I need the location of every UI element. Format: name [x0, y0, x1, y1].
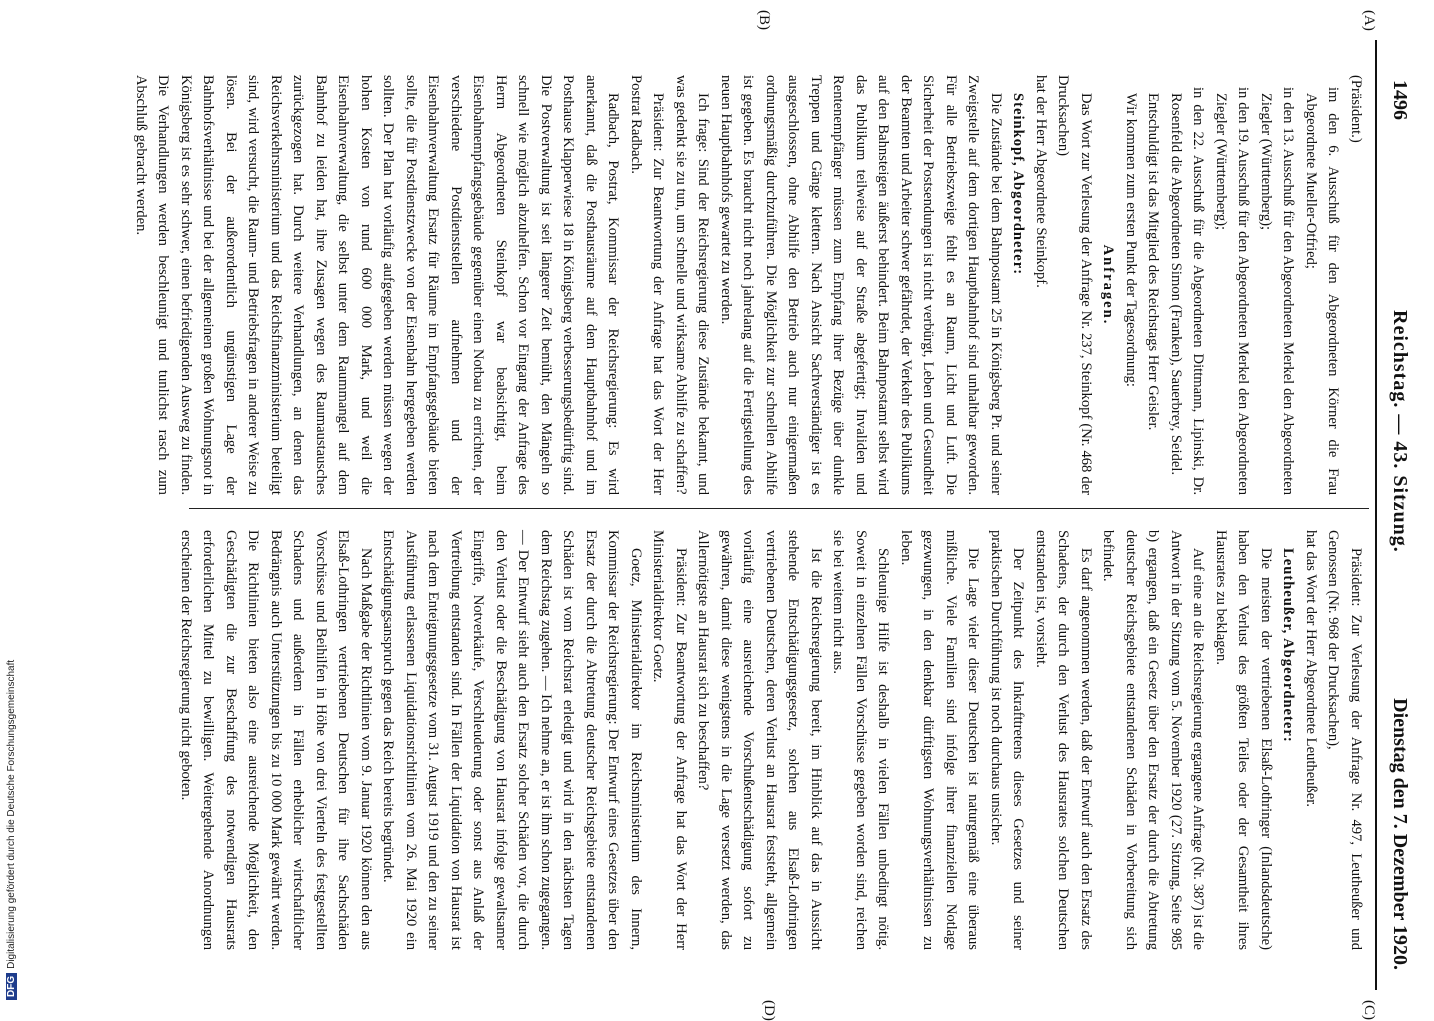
paragraph: in den 13. Ausschuß für den Abgeordneten Merkel den Abgeordneten Ziegler (Württemberg);	[1258, 87, 1297, 495]
paragraph: Nach Maßgabe der Richtlinien vom 9. Januar 1920 können den aus Elsaß-Lothringen vertriebenen Deutschen für ihre Sachschäden Vorschüsse und Beihilfen in Höhe von drei Vierteln des festgestellten Schadens und außerdem in Fällen erheblicher wirtschaftlicher Bedrängnis auch Unterstützungen bis zu 10 000 Mark gewährt werden. Die Richtlinien bieten also eine ausreichende Möglichkeit, den Geschädigten die zur Beschaffung des notwendigen Hausrats erforderlichen Mittel zu bewilligen. Weitergehende Anordnungen erscheinen der Reichsregierung nicht geboten.	[178, 530, 374, 950]
paragraph: Präsident: Zur Verlesung der Anfrage Nr. 497, Leutheußer und Genossen (Nr. 968 der Drucksachen),	[1325, 530, 1364, 950]
paragraph: im den 6. Ausschuß für den Abgeordneten Körner die Frau Abgeordnete Mueller-Otfried;	[1303, 87, 1342, 495]
margin-marker-c: (C)	[1361, 1000, 1377, 1020]
paragraph: Präsident: Zur Beantwortung der Anfrage hat das Wort der Herr Postrat Radbach.	[628, 75, 667, 495]
header-title: Reichstag. — 43. Sitzung.	[1389, 310, 1411, 553]
left-column	[130, 75, 1368, 495]
paragraph: Radbach, Postrat, Kommissar der Reichsregierung: Es wird anerkannt, daß die Posthausräume auf dem Hauptbahnhof und im Posthause Klapperwiese 18 in Königsberg verbesserungsbedürftig sind. Die Postverwaltung ist seit längerer Zeit bemüht, den Mängeln so schnell wie möglich abzuhelfen. Schon vor Eingang der Anfrage des Herrn Abgeordneten Steinkopf war beabsichtigt, beim Eisenbahnempfangsgebäude gegenüber einen Notbau zu errichten, der verschiedene Postdienststellen aufnehmen und der Eisenbahnverwaltung Ersatz für Räume im Empfangsgebäude bieten sollte, die für Postdienstzwecke von der Eisenbahn hergegeben werden sollten. Der Plan hat vorläufig aufgegeben werden müssen wegen der hohen Kosten von rund 600 000 Mark, und weil die Eisenbahnverwaltung, die selbst unter dem Raummangel auf dem Bahnhof zu leiden hat, ihre Zusagen wegen des Raumaustausches zurückgezogen hat. Durch weitere Verhandlungen, an denen das Reichsverkehrsministerium und das Reichsfinanzministerium beteiligt sind, wird versucht, die Raum- und Betriebsfragen in anderer Weise zu lösen. Bei der außerordentlich ungünstigen Lage der Bahnhofsverhältnisse und bei der allgemeinen großen Wohnungsnot in Königsberg ist es sehr schwer, einen befriedigenden Ausweg zu finden. Die Verhandlungen werden beschleunigt und tunlichst rasch zum Abschluß gebracht werden.	[133, 75, 622, 495]
paragraph: in den 22. Ausschuß für die Abgeordneten Dittmann, Lipinski, Dr. Rosenfeld die Abgeordneten Simon (Franken), Sauerbrey, Seidel.	[1168, 87, 1207, 495]
speaker-line: Leutheußer, Abgeordneter:	[1280, 548, 1297, 743]
paragraph: Der Zeitpunkt des Inkrafttretens dieses Gesetzes und seiner praktischen Durchführung ist noch durchaus unsicher.	[988, 530, 1027, 950]
digitization-credit	[6, 660, 17, 1000]
right-column	[175, 530, 1368, 950]
paragraph: Schleunige Hilfe ist deshalb in vielen Fällen unbedingt nötig. Soweit in einzelnen Fällen Vorschüsse gegeben worden sind, reichen sie bei weitem nicht aus.	[830, 530, 892, 950]
document-page	[97, 10, 1417, 1021]
paragraph: Entschuldigt ist das Mitglied des Reichstags Herr Geisler.	[1145, 93, 1162, 431]
paragraph: Die meisten der vertriebenen Elsaß-Lothringer (Inlandsdeutsche) haben den Verlust des größten Teiles oder der Gesamtheit ihres Hausrates zu beklagen.	[1213, 530, 1274, 950]
dfg-logo: DFG	[6, 973, 17, 1000]
paragraph: in den 19. Ausschuß für den Abgeordneten Merkel den Abgeordneten Ziegler (Württemberg);	[1213, 87, 1252, 495]
paragraph: Goetz, Ministerialdirektor im Reichsministerium des Innern, Kommissar der Reichsregierung: Der Entwurf eines Gesetzes über den Ersatz der durch die Abtretung deutscher Reichsgebiete entstandenen Schäden ist vom Reichsrat erledigt und wird in den nächsten Tagen dem Reichstag zugehen. — Ich nehme an, er ist ihm schon zugegangen. — Der Entwurf sieht auch den Ersatz solcher Schäden vor, die durch den Verlust oder die Beschädigung von Hausrat infolge gewaltsamer Eingriffe, Notverkäufe, Verschleuderung oder sonst aus Anlaß der Vertreibung entstanden sind. In Fällen der Liquidation von Hausrat ist nach dem Enteignungsgesetze vom 31. August 1919 und den zu seiner Ausführung erlassenen Liquidationsrichtlinien vom 26. Mai 1920 ein Entschädigungsanspruch gegen das Reich bereits begründet.	[380, 530, 644, 950]
paragraph: Ich frage: Sind der Reichsregierung diese Zustände bekannt, und was gedenkt sie zu tun, um schnelle und wirksame Abhilfe zu schaffen?	[673, 75, 712, 495]
paragraph: Die Zustände bei dem Bahnpostamt 25 in Königsberg Pr. und seiner Zweigstelle auf dem dortigen Hauptbahnhof sind unhaltbar geworden. Für alle Betriebszweige fehlt es an Raum, Licht und Luft. Die Sicherheit der Postsendungen ist nicht verbürgt, Leben und Gesundheit der Beamten und Arbeiter schwer gefährdet, der Verkehr des Publikums auf den Bahnsteigen äußerst behindert. Beim Bahnpostamt selbst wird das Publikum teilweise auf der Straße abgefertigt; Invaliden und Rentenempfänger müssen zum Empfang ihrer Bezüge über dunkle Treppen und Gänge klettern. Nach Ansicht Sachverständiger ist es ausgeschlossen, ohne Abhilfe den Betrieb auch nur einigermaßen ordnungsmäßig durchzuführen. Die Möglichkeit zur schnellen Abhilfe ist gegeben. Es braucht nicht noch jahrelang auf die Fertigstellung des neuen Hauptbahnhofs gewartet zu werden.	[718, 75, 1004, 495]
paragraph: hat das Wort der Herr Abgeordnete Leutheußer.	[1303, 530, 1319, 807]
paragraph: Ist die Reichsregierung bereit, im Hinblick auf das in Aussicht stehende Entschädigungsgesetz, solchen aus Elsaß-Lothringen vertriebenen Deutschen, deren Verlust an Hausrat feststeht, allgemein vorläufig eine ausreichende Vorschußentschädigung sofort zu gewähren, damit diese wenigstens in die Lage versetzt werden, das Allernötigste an Hausrat sich zu beschaffen?	[695, 530, 824, 950]
paragraph: Wir kommen zum ersten Punkt der Tagesordnung:	[1123, 93, 1139, 387]
margin-marker-a: (A)	[1361, 10, 1377, 31]
paragraph: Das Wort zur Verlesung der Anfrage Nr. 237, Steinkopf (Nr. 468 der Drucksachen)	[1055, 75, 1094, 495]
margin-marker-b: (B)	[756, 10, 772, 30]
section-heading: Anfragen.	[1100, 244, 1117, 326]
speaker-line: Steinkopf, Abgeordneter:	[1010, 93, 1027, 276]
paragraph: Die Lage vieler dieser Deutschen ist naturgemäß eine überaus mißliche. Viele Familien sind infolge ihrer finanziellen Notlage gezwungen, in den denkbar dürftigsten Wohnungsverhältnissen zu leben.	[898, 530, 982, 950]
header-date: Dienstag den 7. Dezember 1920.	[1389, 698, 1411, 970]
paragraph: Präsident: Zur Beantwortung der Anfrage hat das Wort der Herr Ministerialdirektor Goetz.	[650, 530, 689, 950]
paragraph: Auf eine an die Reichsregierung ergangene Anfrage (Nr. 387) ist die Antwort in der Sitzung vom 5. November 1920 (27. Sitzung, Seite 985 b) ergangen, daß ein Gesetz über den Ersatz der durch die Abtretung deutscher Reichsgebiete entstandenen Schäden in Vorbereitung sich befindet.	[1100, 530, 1207, 950]
digitization-credit-text: Digitalisierung gefördert durch die Deutsche Forschungsgemeinschaft	[6, 659, 17, 969]
paragraph: hat der Herr Abgeordnete Steinkopf.	[1033, 75, 1049, 288]
margin-marker-d: (D)	[761, 1000, 777, 1021]
column-divider	[189, 508, 1369, 509]
paragraph: Es darf angenommen werden, daß der Entwurf auch den Ersatz des Schadens, der durch den Verlust des Hausrates solchen Deutschen entstanden ist, vorsieht.	[1033, 530, 1094, 950]
page-header	[1375, 40, 1417, 990]
page-number: 1496	[1389, 80, 1411, 120]
paragraph: (Präsident.)	[1348, 75, 1364, 143]
